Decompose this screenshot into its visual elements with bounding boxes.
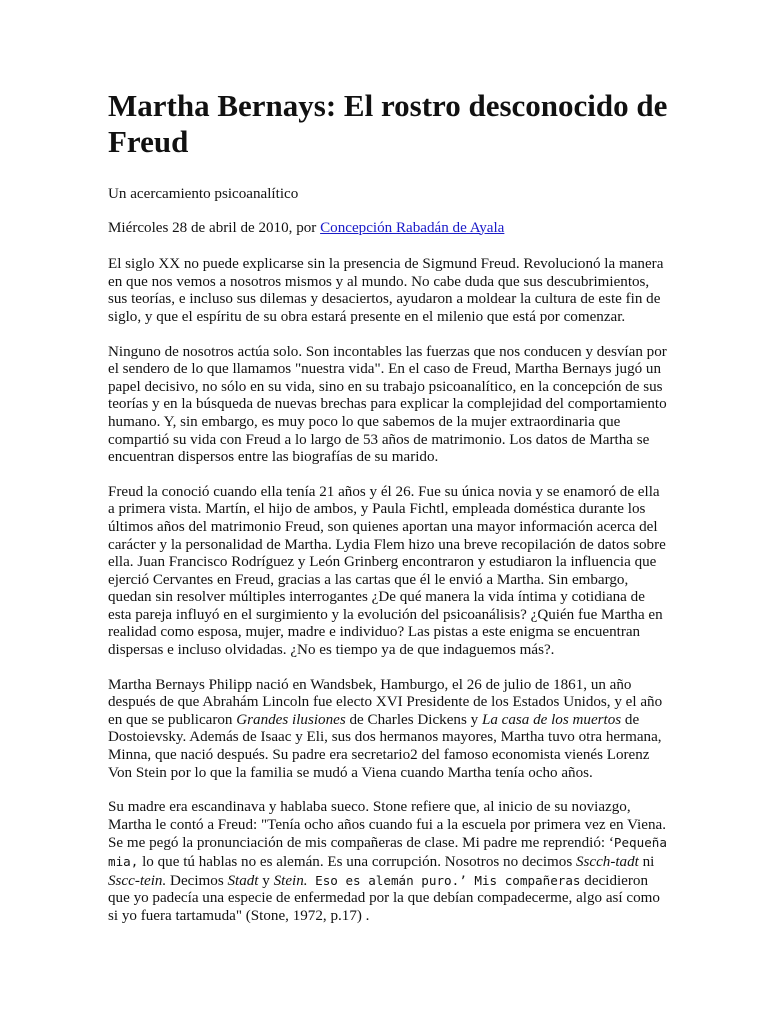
paragraph-1: El siglo XX no puede explicarse sin la presencia de Sigmund Freud. Revolucionó la manera en que nos vemos a nosotros mismos y al mundo. No cabe duda que sus descubrimientos, sus teorías, e incluso sus dilemas y desaciertos, ayudaron a moldear la cultura de este fin de siglo, y que el espíritu de su obra estará presente en el milenio que está por comenzar. <box>108 256 664 325</box>
paragraph-5-text-a: Su madre era escandinava y hablaba sueco. Stone refiere que, al inicio de su noviazgo, Martha le contó a Freud: "Tenía ocho años cuando fui a la escuela por primera vez en Viena. Se me pegó la pronunciación de mis compañeras de clase. Mi padre me reprendió: ‘ <box>108 799 666 852</box>
paragraph-4 <box>108 677 668 783</box>
paragraph-5-mono-a: Pequeña mia, <box>108 835 667 869</box>
paragraph-5-italic-a: Sscch-tadt <box>575 854 639 870</box>
paragraph-5-text-b: lo que tú hablas no es alemán. Es una corrupción. Nosotros no decimos <box>138 854 576 870</box>
paragraph-4-text-b: de Charles Dickens y <box>345 711 482 728</box>
paragraph-5-text-f: decidieron que yo padecía una especie de enfermedad por la que debían compadecerme, algo así como si yo fuera tartamuda" (Stone, 1972, p.17) . <box>108 872 660 924</box>
book-title-casa-de-los-muertos: La casa de los muertos <box>481 711 622 728</box>
byline <box>108 220 668 238</box>
paragraph-4-text-c: de Dostoievsky. Además de Isaac y Eli, sus dos hermanos mayores, Martha tuvo otra hermana, Minna, que nació después. Su padre era secretario2 del famoso economista vienés Lorenz Von Stein por lo que la familia se mudó a Viena cuando Martha tenía ocho años. <box>108 711 662 781</box>
paragraph-2: Ninguno de nosotros actúa solo. Son incontables las fuerzas que nos conducen y desvían por el sendero de lo que llamamos "nuestra vida". En el caso de Freud, Martha Bernays jugó un papel decisivo, no sólo en su vida, sino en su trabajo psicoanalítico, en la concepción de sus teorías y en la búsqueda de nuevas brechas para explicar la complejidad del comportamiento humano. Y, sin embargo, es muy poco lo que sabemos de la mujer extraordinaria que compartió su vida con Freud a lo largo de 53 años de matrimonio. Los datos de Martha se encuentran dispersos entre las biografías de su marido. <box>108 343 667 466</box>
paragraph-3: Freud la conoció cuando ella tenía 21 años y él 26. Fue su única novia y se enamoró de ella a primera vista. Martín, el hijo de ambos, y Paula Fichtl, empleada doméstica durante los últimos años del matrimonio Freud, son quienes aportan una mayor información acerca del carácter y la personalidad de Martha. Lydia Flem hizo una breve recopilación de datos sobre ella. Juan Francisco Rodríguez y León Grinberg encontraron y estudiaron la influencia que ejerció Cervantes en Freud, gracias a las cartas que él le envió a Martha. Sin embargo, quedan sin resolver múltiples interrogantes ¿De qué manera la vida íntima y cotidiana de esta pareja influyó en el surgimiento y la evolución del psicoanálisis? ¿Quién fue Martha en realidad como esposa, mujer, madre e individuo? Las pistas a este enigma se encuentran dispersas e incluso olvidadas. ¿No es tiempo ya de que indaguemos más?. <box>108 483 666 659</box>
paragraph-5-text-d: Decimos <box>166 872 228 889</box>
byline-date: Miércoles 28 de abril de 2010, por <box>108 219 321 236</box>
paragraph-5-italic-d: Stein. <box>273 872 308 889</box>
paragraph-5-italic-c: Stadt <box>227 872 259 889</box>
article-subtitle: Un acercamiento psicoanalítico <box>108 186 299 202</box>
article-title: Martha Bernays: El rostro desconocido de Freud <box>108 88 668 159</box>
author-link[interactable]: Concepción Rabadán de Ayala <box>320 219 505 236</box>
paragraph-5-mono-b: Eso es alemán puro.’ Mis compañeras <box>307 872 581 888</box>
paragraph-5 <box>108 799 668 925</box>
book-title-grandes-ilusiones: Grandes ilusiones <box>236 711 346 728</box>
paragraph-4-text-a: Martha Bernays Philipp nació en Wandsbek, Hamburgo, el 26 de julio de 1861, un año después de que Abrahám Lincoln fue electo XVI Presidente de los Estados Unidos, y el año en que se publicaron <box>108 676 663 728</box>
paragraph-5-text-e: y <box>258 872 274 889</box>
paragraph-5-text-c: ni <box>638 854 655 870</box>
paragraph-5-italic-b: Sscc-tein. <box>108 872 167 889</box>
